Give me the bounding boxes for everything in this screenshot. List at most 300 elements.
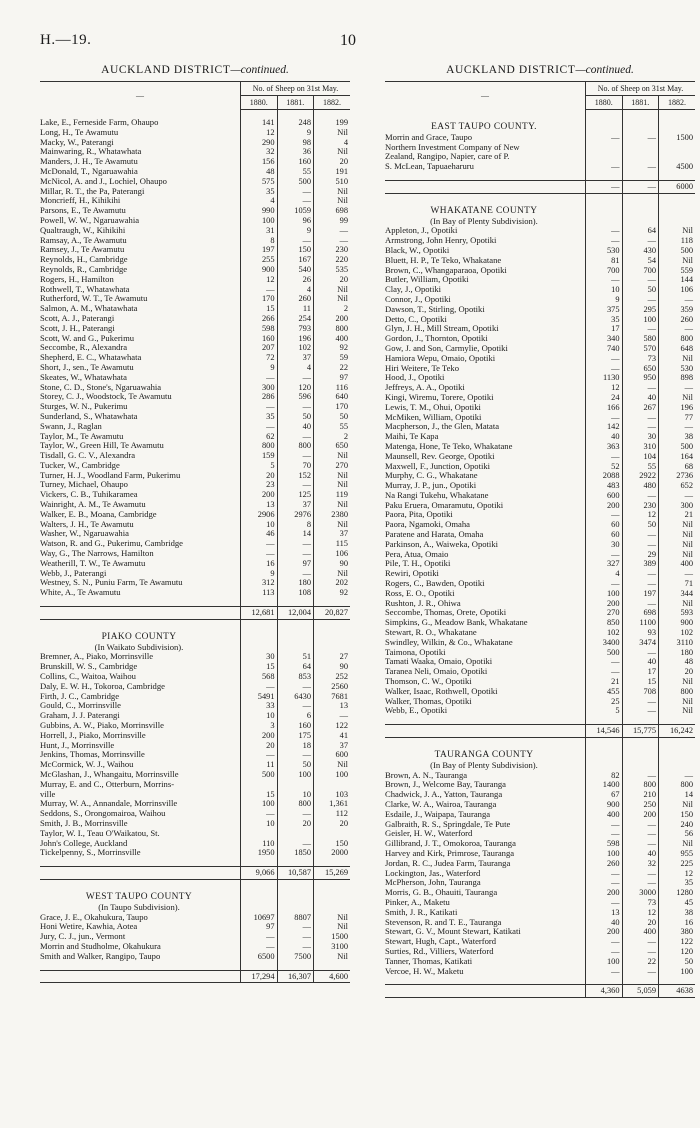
table-row (40, 529, 350, 539)
sheep-count-1880: — (586, 898, 623, 908)
owner-name: Manders, J. H., Te Awamutu (40, 157, 138, 167)
owner-name: Murray, W. A., Annandale, Morrinsville (40, 799, 178, 809)
owner-name: Brown, C., Whangaparaoa, Opotiki (385, 265, 507, 275)
owner-name: Mainwaring, R., Whatawhata (40, 147, 142, 157)
table-row (40, 942, 350, 952)
sheep-count-1880: 3 (241, 721, 278, 731)
table-row (385, 334, 695, 344)
sheep-count-1882: 112 (314, 809, 351, 819)
table-row (385, 869, 695, 879)
owner-name: Reynolds, H., Cambridge (40, 255, 128, 265)
owner-header: — (385, 82, 586, 110)
sheep-count-1880: — (586, 354, 623, 364)
sheep-count-1882: Nil (314, 520, 351, 530)
total-row (40, 867, 350, 880)
sheep-count-1882: 150 (659, 810, 696, 820)
sheep-count-1881 (277, 879, 314, 888)
owner-name: Gould, C., Morrinsville (40, 701, 121, 711)
table-row (385, 510, 695, 520)
sheep-count-1880: 5 (241, 461, 278, 471)
sheep-count-1880: — (241, 402, 278, 412)
sheep-count-1882: 38 (659, 432, 696, 442)
sheep-count-1880: 13 (241, 500, 278, 510)
sheep-count-1881: 29 (622, 550, 659, 560)
table-row (385, 324, 695, 334)
sheep-count-1882: 27 (314, 652, 351, 662)
table-row (40, 206, 350, 216)
subdivision-heading (40, 643, 350, 653)
owner-name: Walker, E. B., Moana, Cambridge (40, 509, 157, 519)
sheep-count-1882: 252 (314, 672, 351, 682)
sheep-count-1880 (241, 628, 278, 643)
sheep-count-1880: 207 (241, 343, 278, 353)
sheep-count-1882: 202 (314, 578, 351, 588)
sheep-count-1880: 600 (586, 491, 623, 501)
sheep-count-header: No. of Sheep on 31st May. (241, 82, 351, 96)
table-row (40, 324, 350, 334)
sheep-count-1881: 175 (277, 731, 314, 741)
table-row (40, 265, 350, 275)
table-row (385, 275, 695, 285)
sheep-count-1882: Nil (659, 697, 696, 707)
sheep-count-1882: 97 (314, 373, 351, 383)
sheep-count-1882: 150 (314, 839, 351, 849)
sheep-count-1881: 295 (622, 305, 659, 315)
sheep-count-1881: — (622, 162, 659, 172)
sheep-count-1882 (314, 879, 351, 888)
sheep-count-1882: — (659, 324, 696, 334)
sheep-count-1880: 3400 (586, 638, 623, 648)
sheep-count-1880: 598 (586, 839, 623, 849)
owner-name: Jeffreys, A. A., Opotiki (385, 383, 465, 393)
table-row (385, 413, 695, 423)
sheep-count-1880: — (586, 550, 623, 560)
owner-name: Qualtraugh, W., Kihikihi (40, 225, 126, 235)
table-row (385, 383, 695, 393)
county-name: WEST TAUPO COUNTY (85, 891, 193, 902)
table-row (385, 790, 695, 800)
sheep-count-1882: 103 (314, 790, 351, 800)
owner-name: Scott, A. J., Paterangi (40, 313, 115, 323)
sheep-count-1880: 10 (241, 520, 278, 530)
owner-name: Collins, C., Waitoa, Waihou (40, 672, 136, 682)
table-row (40, 932, 350, 942)
owner-name: Paora, Ngamoki, Omaha (385, 520, 470, 530)
sheep-count-1882 (659, 976, 696, 985)
sheep-count-1881: 210 (622, 790, 659, 800)
sheep-count-1880 (241, 780, 278, 790)
table-row (385, 285, 695, 295)
sheep-count-1882: 38 (659, 908, 696, 918)
sheep-count-1880: 530 (586, 246, 623, 256)
table-row (40, 520, 350, 530)
sheep-count-1881: 12 (622, 908, 659, 918)
sheep-count-1882: 199 (314, 118, 351, 128)
sheep-count-1881: — (277, 839, 314, 849)
sheep-count-1882: Nil (314, 196, 351, 206)
table-row (385, 344, 695, 354)
sheep-count-1882: 144 (659, 275, 696, 285)
sheep-count-1881: 540 (277, 265, 314, 275)
owner-name: McGlashan, J., Whangaitu, Morrinsville (40, 770, 179, 779)
sheep-count-1880: 9,066 (241, 867, 278, 880)
owner-name: Tanner, Thomas, Katikati (385, 956, 473, 966)
table-row (40, 559, 350, 569)
owner-name: Taranea Neli, Omaio, Opotiki (385, 667, 488, 677)
sheep-count-1880: 20 (241, 471, 278, 481)
sheep-count-1880: 10 (586, 285, 623, 295)
sheep-count-1880: 100 (586, 849, 623, 859)
sheep-count-1882: 1280 (659, 888, 696, 898)
sheep-count-1881: 50 (277, 760, 314, 770)
sheep-count-1881: — (622, 771, 659, 781)
sheep-count-1881: — (622, 579, 659, 589)
sheep-count-1881 (277, 780, 314, 790)
sheep-count-1882: 648 (659, 344, 696, 354)
table-row (40, 701, 350, 711)
sheep-count-1881: 37 (277, 500, 314, 510)
table-row (385, 133, 695, 143)
owner-name: Pinker, A., Maketu (385, 897, 450, 907)
sheep-count-1880: — (241, 539, 278, 549)
sheep-count-1882: 55 (314, 422, 351, 432)
sheep-count-1880: 33 (241, 701, 278, 711)
subdivision-heading (385, 761, 695, 771)
sheep-count-1882: 35 (659, 878, 696, 888)
sheep-count-1881: 51 (277, 652, 314, 662)
sheep-count-1881: 15,775 (622, 725, 659, 738)
sheep-count-1882: 2736 (659, 471, 696, 481)
sheep-count-1882: 100 (659, 967, 696, 977)
table-row (40, 731, 350, 741)
sheep-count-1881 (622, 738, 659, 747)
total-label-cell (385, 985, 586, 998)
sheep-count-1881 (622, 193, 659, 202)
sheep-count-1881: 267 (622, 403, 659, 413)
sheep-count-1881: 167 (277, 255, 314, 265)
sheep-count-1880 (241, 879, 278, 888)
owner-name: Harvey and Kirk, Primrose, Tauranga (385, 848, 515, 858)
owner-name: Dawson, T., Stirling, Opotiki (385, 304, 485, 314)
sheep-count-1880 (586, 761, 623, 771)
county-heading (385, 746, 695, 761)
sheep-count-1882: 59 (314, 353, 351, 363)
sheep-count-1881: 5,059 (622, 985, 659, 998)
sheep-count-1881: — (277, 932, 314, 942)
sheep-count-1880: 312 (241, 578, 278, 588)
sheep-count-1882: Nil (659, 550, 696, 560)
owner-name: Ramsay, A., Te Awamutu (40, 235, 127, 245)
spacer-row (385, 193, 695, 202)
year-header: 1882. (659, 96, 696, 110)
table-row (40, 578, 350, 588)
sheep-count-1880: — (586, 510, 623, 520)
sheep-count-1881: 160 (277, 721, 314, 731)
sheep-count-1880: 13 (586, 908, 623, 918)
sheep-count-1880: 67 (586, 790, 623, 800)
table-row (40, 682, 350, 692)
sheep-count-1882: 106 (659, 285, 696, 295)
sheep-count-1880: — (241, 809, 278, 819)
sheep-count-1881 (277, 643, 314, 653)
sheep-count-1881: — (622, 937, 659, 947)
table-row (40, 549, 350, 559)
spacer-cell (385, 110, 586, 119)
table-row (40, 373, 350, 383)
table-row (385, 452, 695, 462)
spacer-cell (385, 716, 586, 725)
sheep-count-1882: 20 (314, 275, 351, 285)
sheep-count-1880: 900 (586, 800, 623, 810)
county-heading (385, 118, 695, 133)
sheep-count-1881: — (622, 422, 659, 432)
sheep-count-1880: 100 (241, 216, 278, 226)
sheep-count-1881 (622, 202, 659, 217)
sheep-count-1880: 46 (241, 529, 278, 539)
owner-name: Rutherford, W. T., Te Awamutu (40, 294, 148, 304)
sheep-count-1880: 1950 (241, 848, 278, 858)
sheep-count-1881 (622, 172, 659, 181)
sheep-count-1880: 82 (586, 771, 623, 781)
subdivision-name: (In Taupo Subdivision). (98, 902, 180, 912)
sheep-count-1882: 2380 (314, 510, 351, 520)
sheep-count-1881: 480 (622, 481, 659, 491)
table-row (40, 402, 350, 412)
county-heading (40, 888, 350, 903)
owner-name: Millar, R. T., the Pa, Paterangi (40, 186, 145, 196)
owner-name: Gubbins, A. W., Piako, Morrinsville (40, 721, 164, 731)
sheep-count-1882: 2560 (314, 682, 351, 692)
sheep-count-1881: 98 (277, 138, 314, 148)
sheep-count-1881: — (622, 133, 659, 143)
sheep-count-1882: 500 (659, 442, 696, 452)
owner-name: Lewis, T. M., Ohui, Opotiki (385, 402, 481, 412)
sheep-count-1882: 800 (659, 334, 696, 344)
table-row (385, 559, 695, 569)
sheep-count-1881 (277, 110, 314, 119)
sheep-count-1882: 170 (314, 402, 351, 412)
sheep-count-1880: 52 (586, 462, 623, 472)
sheep-count-1880: 1130 (586, 373, 623, 383)
sheep-count-1880: 31 (241, 226, 278, 236)
sheep-count-1880: 9 (241, 363, 278, 373)
sheep-count-1880 (241, 619, 278, 628)
table-row (40, 441, 350, 451)
sheep-count-1882: 270 (314, 461, 351, 471)
sheep-count-1882: Nil (314, 128, 351, 138)
owner-name: Smith, J. R., Katikati (385, 907, 458, 917)
table-row (40, 672, 350, 682)
table-row (40, 692, 350, 702)
sheep-count-1880: 260 (586, 859, 623, 869)
sheep-count-1881: 800 (622, 780, 659, 790)
owner-name: Tucker, W., Cambridge (40, 460, 120, 470)
owner-name: Maxwell, F., Junction, Opotiki (385, 461, 491, 471)
sheep-count-1880: 575 (241, 177, 278, 187)
table-row (40, 839, 350, 849)
sheep-count-1882: 122 (314, 721, 351, 731)
sheep-count-1880: 2088 (586, 471, 623, 481)
owner-name: Seddons, S., Orongomairoa, Waihou (40, 809, 166, 819)
sheep-count-1882: 4638 (659, 985, 696, 998)
sheep-count-1881: 4 (277, 285, 314, 295)
sheep-count-1881: 2976 (277, 510, 314, 520)
table-row (385, 608, 695, 618)
sheep-count-1881: — (622, 236, 659, 246)
table-row (40, 741, 350, 751)
sheep-count-1882: 116 (314, 383, 351, 393)
sheep-count-1880: 850 (586, 618, 623, 628)
owner-name: Reynolds, R., Cambridge (40, 264, 128, 274)
table-row (385, 432, 695, 442)
owner-header: — (40, 82, 241, 110)
table-row (385, 878, 695, 888)
table-row (40, 392, 350, 402)
sheep-count-1882: Nil (314, 569, 351, 579)
sheep-count-1880: 159 (241, 451, 278, 461)
sheep-count-1881: — (277, 922, 314, 932)
table-row (385, 256, 695, 266)
owner-name: Simpkins, G., Meadow Bank, Whakatane (385, 618, 528, 628)
table-row (385, 820, 695, 830)
sheep-count-1881: — (277, 809, 314, 819)
sheep-count-1881: 8 (277, 520, 314, 530)
sheep-count-1882: 120 (659, 947, 696, 957)
sheep-count-1881: 160 (277, 157, 314, 167)
sheep-count-1880: 110 (241, 839, 278, 849)
owner-name: Firth, J. C., Cambridge (40, 691, 120, 701)
owner-name: McNicol, A. and J., Lochiel, Ohaupo (40, 176, 167, 186)
sheep-count-1882: 240 (659, 820, 696, 830)
table-row (385, 898, 695, 908)
page-ref: H.—19. (40, 32, 92, 48)
sheep-count-1881: 70 (277, 461, 314, 471)
sheep-count-1881 (277, 858, 314, 867)
sheep-count-1880: 2906 (241, 510, 278, 520)
sheep-count-1882: 90 (314, 559, 351, 569)
owner-name: Chadwick, J. A., Yatton, Tauranga (385, 790, 503, 800)
sheep-count-1880: 6500 (241, 952, 278, 962)
sheep-count-1881: 11 (277, 304, 314, 314)
table-row (40, 275, 350, 285)
sheep-count-1880: 141 (241, 118, 278, 128)
sheep-count-1881: 22 (622, 957, 659, 967)
sheep-count-1881: — (277, 569, 314, 579)
table-row (385, 530, 695, 540)
sheep-count-1881: 40 (277, 422, 314, 432)
sheep-count-1882: 6000 (659, 180, 696, 193)
sheep-count-1882: 15,269 (314, 867, 351, 880)
sheep-count-1882: — (314, 711, 351, 721)
sheep-count-1880 (586, 118, 623, 133)
sheep-count-1881: 152 (277, 471, 314, 481)
sheep-count-1880: 598 (241, 324, 278, 334)
table-row (40, 138, 350, 148)
owner-name: Stone, C. D., Stone's, Ngaruawahia (40, 382, 162, 392)
subdivision-heading (385, 217, 695, 227)
table-row (385, 657, 695, 667)
owner-name: Appleton, J., Opotiki (385, 226, 458, 236)
sheep-count-1880: 4 (241, 196, 278, 206)
sheep-count-1882: — (659, 771, 696, 781)
sheep-count-1880: 1400 (586, 780, 623, 790)
sheep-count-1881: — (622, 967, 659, 977)
sheep-count-1882: 20 (659, 667, 696, 677)
sheep-count-1880: 60 (586, 520, 623, 530)
owner-name: Walker, Isaac, Rothwell, Opotiki (385, 686, 498, 696)
sheep-count-1880: 375 (586, 305, 623, 315)
sheep-count-1880 (241, 858, 278, 867)
sheep-count-1880 (241, 110, 278, 119)
owner-name: Matenga, Hone, Te Teko, Whakatane (385, 441, 513, 451)
sheep-count-1882: 898 (659, 373, 696, 383)
sheep-count-1881: — (277, 187, 314, 197)
sheep-count-1880: 12 (241, 128, 278, 138)
sheep-count-1880: — (586, 452, 623, 462)
owner-name: Salmon, A. M., Whatawhata (40, 304, 138, 314)
spacer-row (385, 738, 695, 747)
owner-name: Brown, J., Welcome Bay, Tauranga (385, 780, 506, 790)
sheep-count-1882: 1500 (659, 133, 696, 143)
sheep-count-1882 (659, 202, 696, 217)
sheep-count-1881 (622, 761, 659, 771)
owner-name: Webb, E., Opotiki (385, 706, 448, 716)
sheep-count-1882: Nil (314, 451, 351, 461)
sheep-count-1881: 1850 (277, 848, 314, 858)
sheep-count-1881: 1100 (622, 618, 659, 628)
spacer-cell (385, 976, 586, 985)
sheep-count-1881: 20 (277, 819, 314, 829)
sheep-count-1882: 196 (659, 403, 696, 413)
owner-name: Scott, W. and G., Pukerimu (40, 333, 135, 343)
sheep-count-1881 (277, 962, 314, 971)
sheep-count-1881: — (622, 491, 659, 501)
table-row (40, 952, 350, 962)
sheep-count-1880: 16 (241, 559, 278, 569)
sheep-count-1882: 955 (659, 849, 696, 859)
sheep-count-1882: 4 (314, 138, 351, 148)
sheep-count-1881: 64 (277, 662, 314, 672)
sheep-count-1880: 40 (586, 432, 623, 442)
owner-name: Clay, J., Opotiki (385, 285, 442, 295)
table-row (385, 618, 695, 628)
table-row (40, 304, 350, 314)
sheep-count-1882: 640 (314, 392, 351, 402)
sheep-count-1882: 200 (314, 314, 351, 324)
table-row (40, 500, 350, 510)
spacer-cell (40, 619, 241, 628)
sheep-count-1880: 5491 (241, 692, 278, 702)
sheep-count-1880: 455 (586, 687, 623, 697)
spacer-cell (385, 193, 586, 202)
sheep-count-1880: 200 (586, 599, 623, 609)
owner-name: John's College, Auckland (40, 838, 128, 848)
sheep-count-1882: 800 (314, 324, 351, 334)
table-row (385, 226, 695, 236)
sheep-count-1882: 48 (659, 657, 696, 667)
sheep-count-1881: — (622, 947, 659, 957)
sheep-count-1880: 15 (241, 304, 278, 314)
owner-name: Macky, W., Paterangi (40, 137, 114, 147)
sheep-count-1882: 71 (659, 579, 696, 589)
owner-name: Taylor, W. I., Teau O'Waikatou, St. (40, 828, 160, 838)
table-row (385, 771, 695, 781)
spacer-row (40, 619, 350, 628)
table-row (40, 760, 350, 770)
owner-name: Na Rangi Tukehu, Whakatane (385, 490, 489, 500)
right-column (385, 64, 695, 998)
sheep-count-1882: Nil (659, 393, 696, 403)
